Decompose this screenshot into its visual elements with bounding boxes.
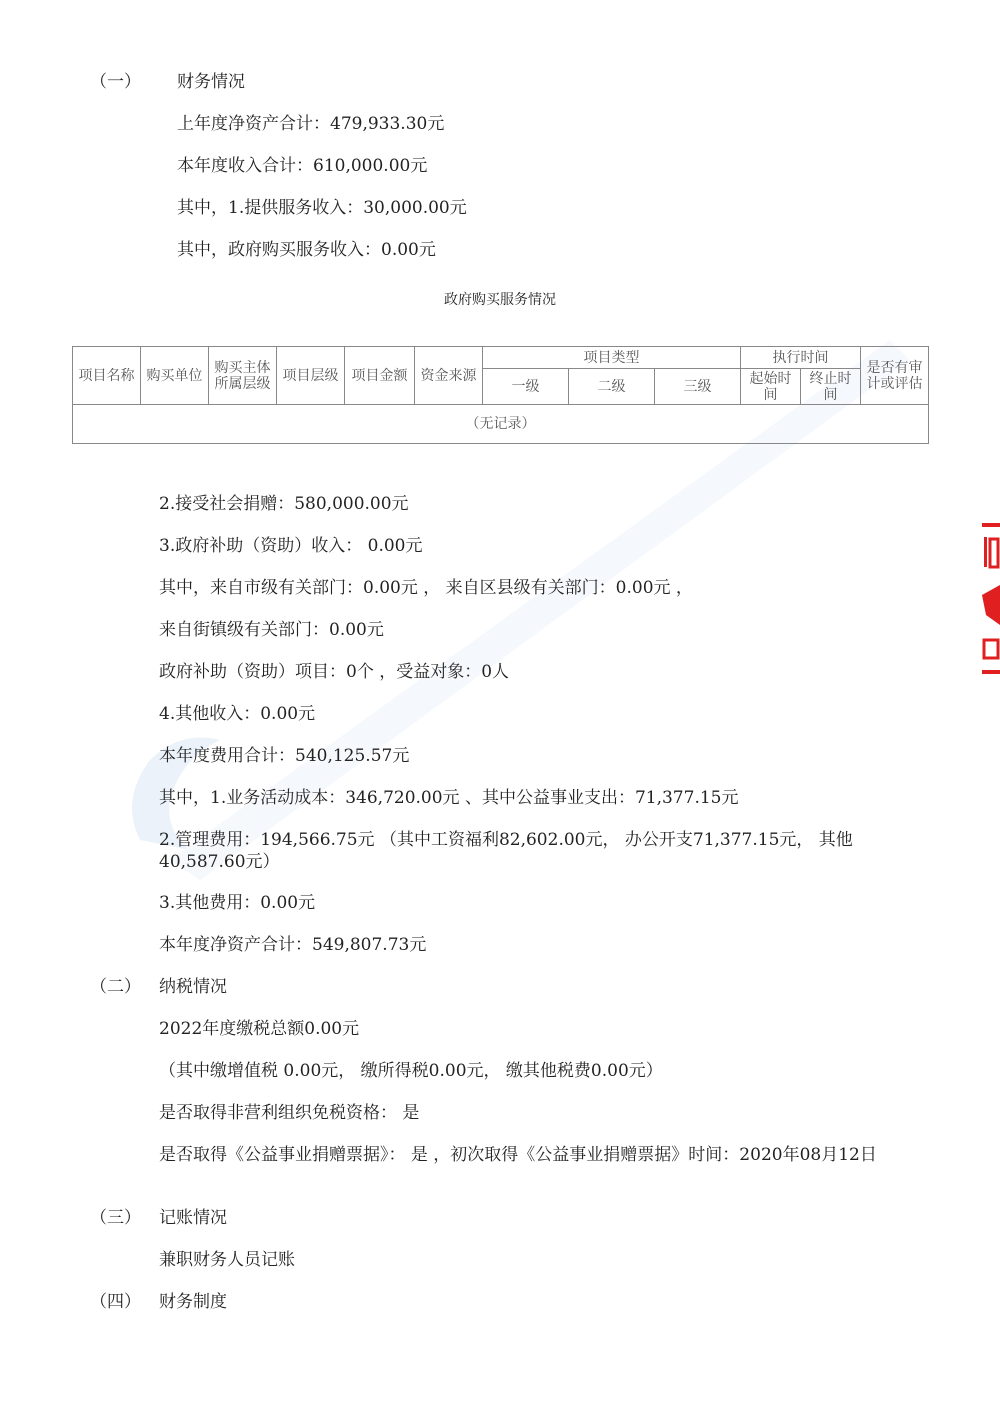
donation-receipt-status: 是否取得《公益事业捐赠票据》： 是 ，初次取得《公益事业捐赠票据》时间：2020年08月12日 [159,1145,877,1165]
current-net-assets: 本年度净资产合计：549,807.73元 [159,935,427,955]
gov-purchase-table [72,346,929,444]
section1-title: 财务情况 [177,72,245,92]
gov-subsidy-income: 3.政府补助（资助）收入： 0.00元 [159,536,423,556]
red-stamp-fragment [978,515,1000,680]
section2-title: 纳税情况 [159,977,227,997]
section3-title: 记账情况 [159,1208,227,1228]
th-project-name: 项目名称 [73,347,141,405]
th-fund-source: 资金来源 [415,347,483,405]
section4-number: （四） [90,1292,141,1312]
prev-net-assets: 上年度净资产合计：479,933.30元 [177,114,445,134]
total-income: 本年度收入合计：610,000.00元 [177,156,428,176]
th-project-level: 项目层级 [277,347,345,405]
bookkeeping-method: 兼职财务人员记账 [159,1250,295,1270]
tax-exempt-status: 是否取得非营利组织免税资格： 是 [159,1103,420,1123]
th-exec-time: 执行时间 [741,347,861,369]
th-end-time: 终止时间 [801,369,861,405]
total-expenses: 本年度费用合计：540,125.57元 [159,746,410,766]
th-buyer-level: 购买主体所属层级 [209,347,277,405]
section2-number: （二） [90,977,141,997]
service-income: 其中，1.提供服务收入：30,000.00元 [177,198,467,218]
tax-total: 2022年度缴税总额0.00元 [159,1019,360,1039]
other-income: 4.其他收入：0.00元 [159,704,316,724]
business-cost: 其中，1.业务活动成本：346,720.00元 、其中公益事业支出：71,377.15元 [159,788,739,808]
table-empty-row: （无记录） [73,405,929,444]
th-project-type: 项目类型 [483,347,741,369]
section1-number: （一） [90,72,141,92]
section3-number: （三） [90,1208,141,1228]
th-buyer: 购买单位 [141,347,209,405]
subsidy-town: 来自街镇级有关部门：0.00元 [159,620,384,640]
table-caption: 政府购买服务情况 [444,292,556,308]
th-type-level2: 二级 [569,369,655,405]
th-audit: 是否有审计或评估 [861,347,929,405]
section4-title: 财务制度 [159,1292,227,1312]
donation-income: 2.接受社会捐赠：580,000.00元 [159,494,409,514]
management-expenses: 2.管理费用：194,566.75元 （其中工资福利82,602.00元， 办公开支71,377.15元， 其他40,587.60元） [159,830,853,872]
gov-purchase-income: 其中，政府购买服务收入：0.00元 [177,240,436,260]
subsidy-projects: 政府补助（资助）项目：0个 ，受益对象：0人 [159,662,510,682]
subsidy-city-district: 其中，来自市级有关部门：0.00元 ， 来自区县级有关部门：0.00元 ， [159,578,693,598]
tax-breakdown: （其中缴增值税 0.00元， 缴所得税0.00元， 缴其他税费0.00元） [159,1061,663,1081]
other-expenses: 3.其他费用：0.00元 [159,893,316,913]
th-type-level3: 三级 [655,369,741,405]
th-type-level1: 一级 [483,369,569,405]
th-start-time: 起始时间 [741,369,801,405]
th-project-amount: 项目金额 [345,347,415,405]
